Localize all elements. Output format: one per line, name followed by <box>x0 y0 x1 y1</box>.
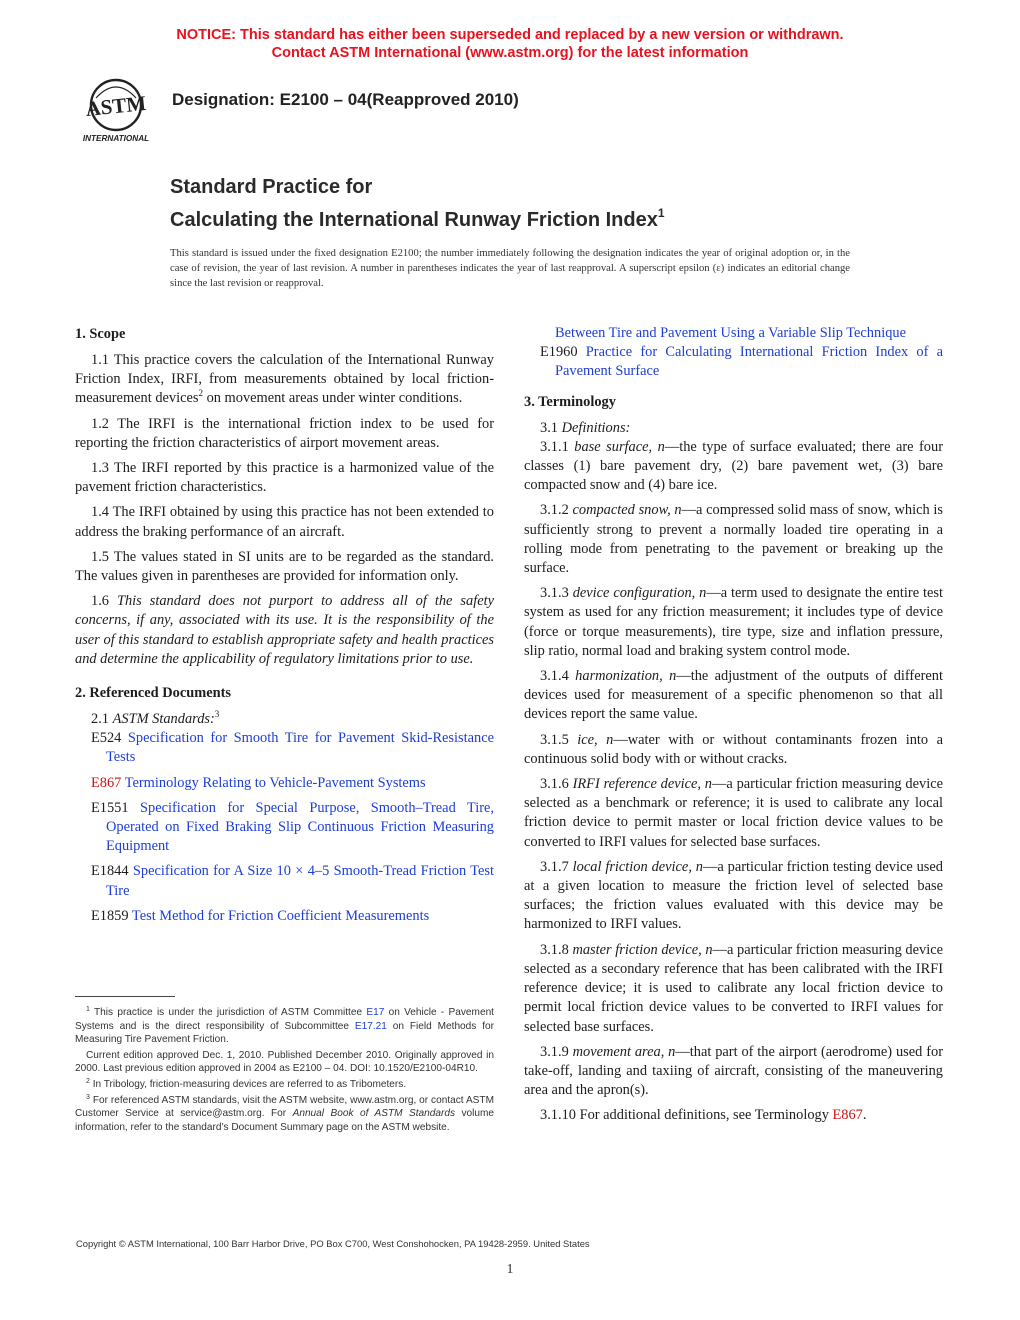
term-name: device configuration, n <box>572 585 707 602</box>
term-name: harmonization, n <box>575 668 677 685</box>
ref-item-e1859 <box>75 907 494 926</box>
term-3-1-2 <box>524 501 943 578</box>
astm-logo-graphic <box>74 78 160 144</box>
footnotes <box>75 1006 494 1136</box>
astm-standards-text: ASTM Standards: <box>112 711 215 728</box>
paragraph-1-2: 1.2 The IRFI is the international friction index to be used for reporting the friction characteristics of airport movement areas. <box>75 415 494 451</box>
paragraph-1-5: 1.5 The values stated in SI units are to be regarded as the standard. The values given in parentheses are provided for information only. <box>75 548 494 585</box>
ref-item-e1859-continued <box>524 324 943 343</box>
term-num: 3.1.6 <box>540 776 573 793</box>
ref-link-e1844[interactable]: Specification for A Size 10 × 4–5 Smooth-Tread Friction Test Tire <box>106 863 495 899</box>
term-name: base surface, n <box>574 438 665 455</box>
e867-link[interactable]: E867 <box>832 1107 863 1124</box>
term-name: ice, n <box>577 731 614 748</box>
paragraph-1-1-end: on movement areas under winter conditions. <box>202 390 463 407</box>
term-name: compacted snow, n <box>572 502 682 519</box>
definitions-num: 3.1 <box>540 419 562 436</box>
term-num: 3.1.2 <box>540 502 573 519</box>
term-definition: —a particular friction measuring device selected as a secondary reference that has been calibrated with the IRFI reference device; it is used to calibrate any local friction device to permit local friction device values to be converted to IRFI values for selected base surfaces. <box>524 941 943 1035</box>
term-definition: —a particular friction measuring device selected as a benchmark or reference; it is used to calibrate any local friction device to permit master or local friction device values to be converted to IRFI values for selected base surfaces. <box>524 776 943 850</box>
term-3-1-8 <box>524 941 943 1037</box>
paragraph-1-3: 1.3 The IRFI reported by this practice is a harmonized value of the pavement friction characteristics. <box>75 460 494 496</box>
document-title <box>170 174 930 233</box>
ref-item-e1551 <box>75 799 494 857</box>
term-definition: —a particular friction testing device used at a given location to measure the friction level of selected base surfaces; the friction values evaluated with this device may be harmonized to IRFI values. <box>524 858 943 933</box>
term-3-1-10-end: . <box>862 1107 867 1124</box>
subcommittee-e17-21-link[interactable]: E17.21 <box>354 1020 387 1032</box>
page-number: 1 <box>506 1262 514 1277</box>
ref-link-e1859[interactable]: Test Method for Friction Coefficient Measurements <box>131 907 430 924</box>
ref-item-e1960 <box>524 343 943 381</box>
designation: Designation: E2100 – 04(Reapproved 2010) <box>172 90 519 109</box>
term-3-1-3 <box>524 584 943 661</box>
footnote-divider <box>75 996 175 997</box>
term-num: 3.1.7 <box>540 858 573 875</box>
copyright-line: Copyright © ASTM International, 100 Barr Harbor Drive, PO Box C700, West Conshohocken, PA 19428-2959. United States <box>76 1238 590 1249</box>
ref-code: E1551 <box>91 799 140 816</box>
left-column <box>75 324 494 932</box>
astm-standards-num: 2.1 <box>91 711 113 728</box>
ref-link-e867[interactable]: Terminology Relating to Vehicle-Pavement Systems <box>124 774 426 791</box>
intro-paragraph: This standard is issued under the fixed designation E2100; the number immediately following the designation indicates the year of original adoption or, in the case of revision, the year of last revision. A number in parentheses indicates the year of last reapproval. A superscript epsilon (ε) indicates an editorial change since the last revision or reapproval. <box>170 248 850 289</box>
term-name: master friction device, n <box>572 941 713 958</box>
term-3-1-9 <box>524 1043 943 1101</box>
ref-code: E1960 <box>540 344 586 361</box>
term-3-1-10-text: 3.1.10 For additional definitions, see Terminology <box>540 1107 833 1124</box>
ref-link-e1859-continued[interactable]: Between Tire and Pavement Using a Variable Slip Technique <box>555 325 906 341</box>
paragraph-1-4: 1.4 The IRFI obtained by using this practice has not been extended to address the braking performance of an aircraft. <box>75 504 494 540</box>
term-definition: —the type of surface evaluated; there are four classes (1) bare pavement dry, (2) bare pavement wet, (3) bare compacted snow and (4) bare ice. <box>524 438 943 494</box>
footnote-2 <box>75 1078 494 1092</box>
title-line-1: Standard Practice for <box>170 176 373 198</box>
footnote-1-text-c: on Field Methods for Measuring Tire Pavement Friction. <box>75 1020 494 1046</box>
term-name: movement area, n <box>572 1043 676 1060</box>
paragraph-1-6-num: 1.6 <box>91 593 117 610</box>
ref-link-e1960[interactable]: Practice for Calculating International Friction Index of a Pavement Surface <box>555 344 944 380</box>
scope-heading: 1. Scope <box>75 326 126 342</box>
footnote-3 <box>75 1094 494 1135</box>
ref-link-e524[interactable]: Specification for Smooth Tire for Pavement Skid-Resistance Tests <box>106 730 494 766</box>
ref-code: E1844 <box>91 863 133 880</box>
paragraph-1-6 <box>75 592 494 669</box>
footnote-3-book-title: Annual Book of ASTM Standards <box>292 1108 455 1120</box>
terminology-heading: 3. Terminology <box>524 393 616 410</box>
definitions-text: Definitions: <box>561 419 631 436</box>
footnote-3-text-b: volume information, refer to the standard’s Document Summary page on the ASTM website. <box>75 1108 495 1133</box>
title-line-2 <box>170 200 930 233</box>
ref-item-e524 <box>75 729 494 767</box>
term-name: IRFI reference device, n <box>572 776 712 793</box>
astm-logo <box>74 78 160 144</box>
ref-item-e867 <box>75 774 494 793</box>
notice-line-2: Contact ASTM International (www.astm.org) for the latest information <box>271 45 749 61</box>
term-num: 3.1.4 <box>540 668 576 685</box>
footnote-1 <box>75 1006 494 1047</box>
footnote-ref-2[interactable]: 2 <box>198 388 203 399</box>
term-num: 3.1.3 <box>540 585 573 602</box>
title-footnote-mark: 1 <box>657 206 665 220</box>
definitions-label <box>524 419 943 438</box>
term-definition: —the adjustment of the outputs of different devices used for measurement of a specific phenomenon so that all devices report the same value. <box>524 668 943 723</box>
footnote-2-mark: 2 <box>86 1077 90 1085</box>
term-definition: —water with or without contaminants frozen into a continuous solid body with or without cracks. <box>524 731 943 767</box>
paragraph-1-1 <box>75 351 494 409</box>
ref-link-e1551[interactable]: Specification for Special Purpose, Smooth–Tread Tire, Operated on Fixed Braking Slip Continuous Friction Measuring Equipment <box>106 799 494 855</box>
term-definition: —that part of the airport (aerodrome) used for take-off, landing and taxiing of aircraft, consisting of the maneuvering area and the apron(s). <box>524 1043 943 1099</box>
paragraph-1-1-text: 1.1 This practice covers the calculation of the International Runway Friction Index, IRFI, from measurements obtained by local friction-measurement devices <box>75 352 494 407</box>
footnote-1-text-a: This practice is under the jurisdiction of ASTM Committee <box>89 1007 367 1018</box>
svg-text:ASTM: ASTM <box>84 90 148 122</box>
committee-e17-link[interactable]: E17 <box>366 1007 385 1018</box>
term-num: 3.1.8 <box>540 941 573 958</box>
title-line-2-text: Calculating the International Runway Friction Index <box>170 209 658 231</box>
notice-banner <box>0 26 1020 62</box>
ref-code: E524 <box>91 730 128 747</box>
footnote-2-text: In Tribology, friction-measuring devices are referred to as Tribometers. <box>89 1078 407 1090</box>
term-3-1-4 <box>524 667 943 725</box>
term-definition: —a term used to designate the entire test system as used for any friction measurement; it includes type of device (force or torque measurements), tire type, size and inflation pressure, slip ratio, normal load and braking system control mode. <box>524 585 943 659</box>
notice-line-1: NOTICE: This standard has either been superseded and replaced by a new version or withdrawn. <box>176 27 844 43</box>
term-3-1-1 <box>524 438 943 496</box>
term-num: 3.1.1 <box>540 438 575 455</box>
footnote-1-text-b: on Vehicle - Pavement Systems and is the direct responsibility of Subcommittee <box>75 1007 494 1032</box>
term-3-1-6 <box>524 775 943 852</box>
term-3-1-5 <box>524 731 943 769</box>
refdocs-heading: 2. Referenced Documents <box>75 685 231 702</box>
term-3-1-10 <box>524 1106 943 1125</box>
ref-item-e1844 <box>75 862 494 900</box>
footnote-1-edition: Current edition approved Dec. 1, 2010. Published December 2010. Originally approved in 2000. Last previous edition approved in 2004 as E2100 – 04. DOI: 10.1520/E2100-04R10. <box>75 1049 494 1075</box>
right-column <box>524 324 943 1132</box>
paragraph-1-6-text: This standard does not purport to address all of the safety concerns, if any, associated with its use. It is the responsibility of the user of this standard to establish appropriate safety and health practices and determine the applicability of regulatory limitations prior to use. <box>75 593 494 667</box>
ref-code-e867[interactable]: E867 <box>91 774 125 791</box>
term-num: 3.1.5 <box>540 731 578 748</box>
logo-org-text: INTERNATIONAL <box>82 134 150 143</box>
footnote-3-text-a: For referenced ASTM standards, visit the ASTM website, www.astm.org, or contact ASTM Customer Service at service@astm.org. For <box>75 1094 494 1120</box>
footnote-3-mark: 3 <box>86 1093 90 1101</box>
footnote-1-mark: 1 <box>86 1006 90 1013</box>
term-definition: —a compressed solid mass of snow, which is sufficiently strong to prevent a normally loaded tire operating in a rolling mode from penetrating to the pavement or breaking up the surface. <box>524 502 943 577</box>
astm-standards-label <box>75 710 494 729</box>
footnote-ref-3[interactable]: 3 <box>214 709 220 720</box>
term-3-1-7 <box>524 858 943 935</box>
ref-code: E1859 <box>91 907 132 924</box>
term-num: 3.1.9 <box>540 1043 573 1060</box>
term-name: local friction device, n <box>572 858 703 875</box>
